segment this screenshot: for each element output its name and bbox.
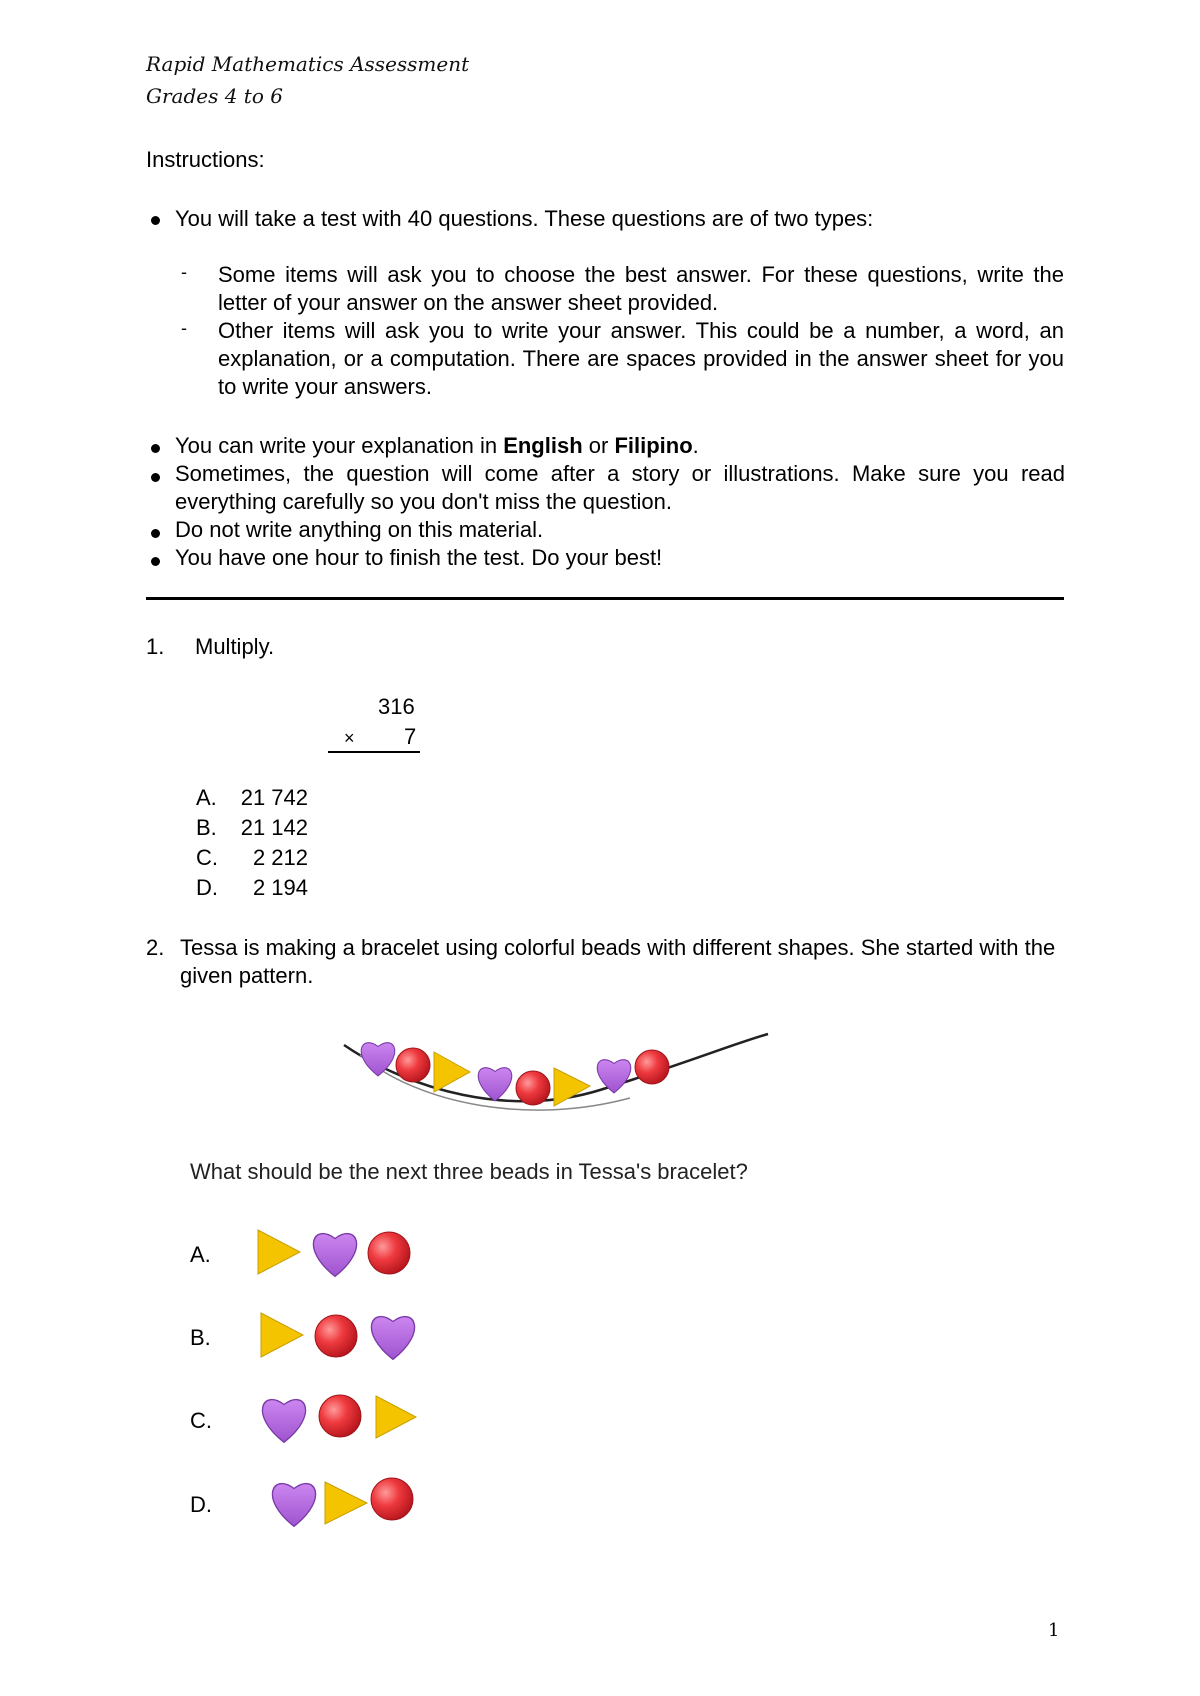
heart-bead-icon [478, 1068, 512, 1101]
q2-option-a-letter: A. [190, 1242, 211, 1267]
bracelet-illustration [330, 1010, 790, 1125]
q1-option-d-value: 2 194 [252, 875, 308, 900]
q1-prompt: Multiply. [195, 634, 275, 659]
q1-number: 1. [146, 634, 165, 659]
dash-icon: - [181, 318, 187, 338]
q1-option-c-value: 2 212 [252, 845, 308, 870]
q1-option-b-value: 21 142 [240, 815, 308, 840]
circle-bead-icon [371, 1478, 413, 1520]
circle-bead-icon [635, 1050, 669, 1084]
triangle-bead-icon [261, 1313, 303, 1357]
q1-multiplicand: 316 [378, 694, 415, 719]
triangle-bead-icon [434, 1052, 470, 1092]
grade-range: Grades 4 to 6 [146, 84, 283, 108]
instruction-bullet-5: You have one hour to finish the test. Do your best! [175, 545, 663, 570]
bullet-icon [151, 444, 160, 453]
triangle-bead-icon [554, 1068, 590, 1106]
circle-bead-icon [368, 1232, 410, 1274]
instruction-bullet-1: You will take a test with 40 questions. These questions are of two types: [175, 206, 874, 231]
heart-bead-icon [313, 1234, 356, 1277]
q1-option-a-value: 21 742 [240, 785, 308, 810]
circle-bead-icon [396, 1048, 430, 1082]
instruction-bullet-2: You can write your explanation in English or Filipino. [175, 433, 699, 458]
multiply-underline [328, 751, 420, 753]
q2-question: What should be the next three beads in Tessa's bracelet? [190, 1159, 748, 1184]
instruction-sub-2: Other items will ask you to write your answer. This could be a number, a word, an explanation, or a computation. There are spaces provided in the answer sheet for you to write your answers. [218, 318, 1064, 399]
q1-option-d-letter: D. [196, 875, 218, 900]
q2-option-d-beads [270, 1472, 440, 1532]
q2-option-a-beads [255, 1222, 425, 1282]
section-divider [146, 597, 1064, 600]
q2-option-d-letter: D. [190, 1492, 212, 1517]
triangle-bead-icon [376, 1396, 416, 1438]
bullet-icon [151, 529, 160, 538]
circle-bead-icon [315, 1315, 357, 1357]
q2-prompt: Tessa is making a bracelet using colorful beads with different shapes. She started with the given pattern. [180, 935, 1056, 988]
heart-bead-icon [597, 1060, 631, 1093]
q2-option-c-letter: C. [190, 1408, 212, 1433]
bullet-icon [151, 473, 160, 482]
circle-bead-icon [319, 1395, 361, 1437]
q2-option-b-beads [258, 1305, 428, 1365]
q1-multiplier: 7 [404, 724, 417, 749]
q2-number: 2. [146, 935, 165, 960]
page-number: 1 [1048, 1620, 1060, 1641]
document-title: Rapid Mathematics Assessment [146, 52, 470, 76]
bullet-icon [151, 216, 160, 225]
dash-icon: - [181, 262, 187, 282]
q2-option-c-beads [258, 1388, 428, 1448]
bullet-icon [151, 557, 160, 566]
heart-bead-icon [272, 1484, 315, 1527]
instruction-bullet-3: Sometimes, the question will come after a story or illustrations. Make sure you read everything carefully so you don't miss the question. [175, 461, 1065, 514]
instructions-heading: Instructions: [146, 147, 265, 172]
instruction-bullet-4: Do not write anything on this material. [175, 517, 544, 542]
multiply-sign: × [344, 728, 355, 748]
q1-option-b-letter: B. [196, 815, 217, 840]
q1-option-a-letter: A. [196, 785, 217, 810]
triangle-bead-icon [325, 1482, 367, 1524]
q2-option-b-letter: B. [190, 1325, 211, 1350]
heart-bead-icon [262, 1400, 305, 1443]
circle-bead-icon [516, 1071, 550, 1105]
q1-option-c-letter: C. [196, 845, 218, 870]
triangle-bead-icon [258, 1230, 300, 1274]
heart-bead-icon [371, 1317, 414, 1360]
instruction-sub-1: Some items will ask you to choose the best answer. For these questions, write the letter of your answer on the answer sheet provided. [218, 262, 1064, 315]
